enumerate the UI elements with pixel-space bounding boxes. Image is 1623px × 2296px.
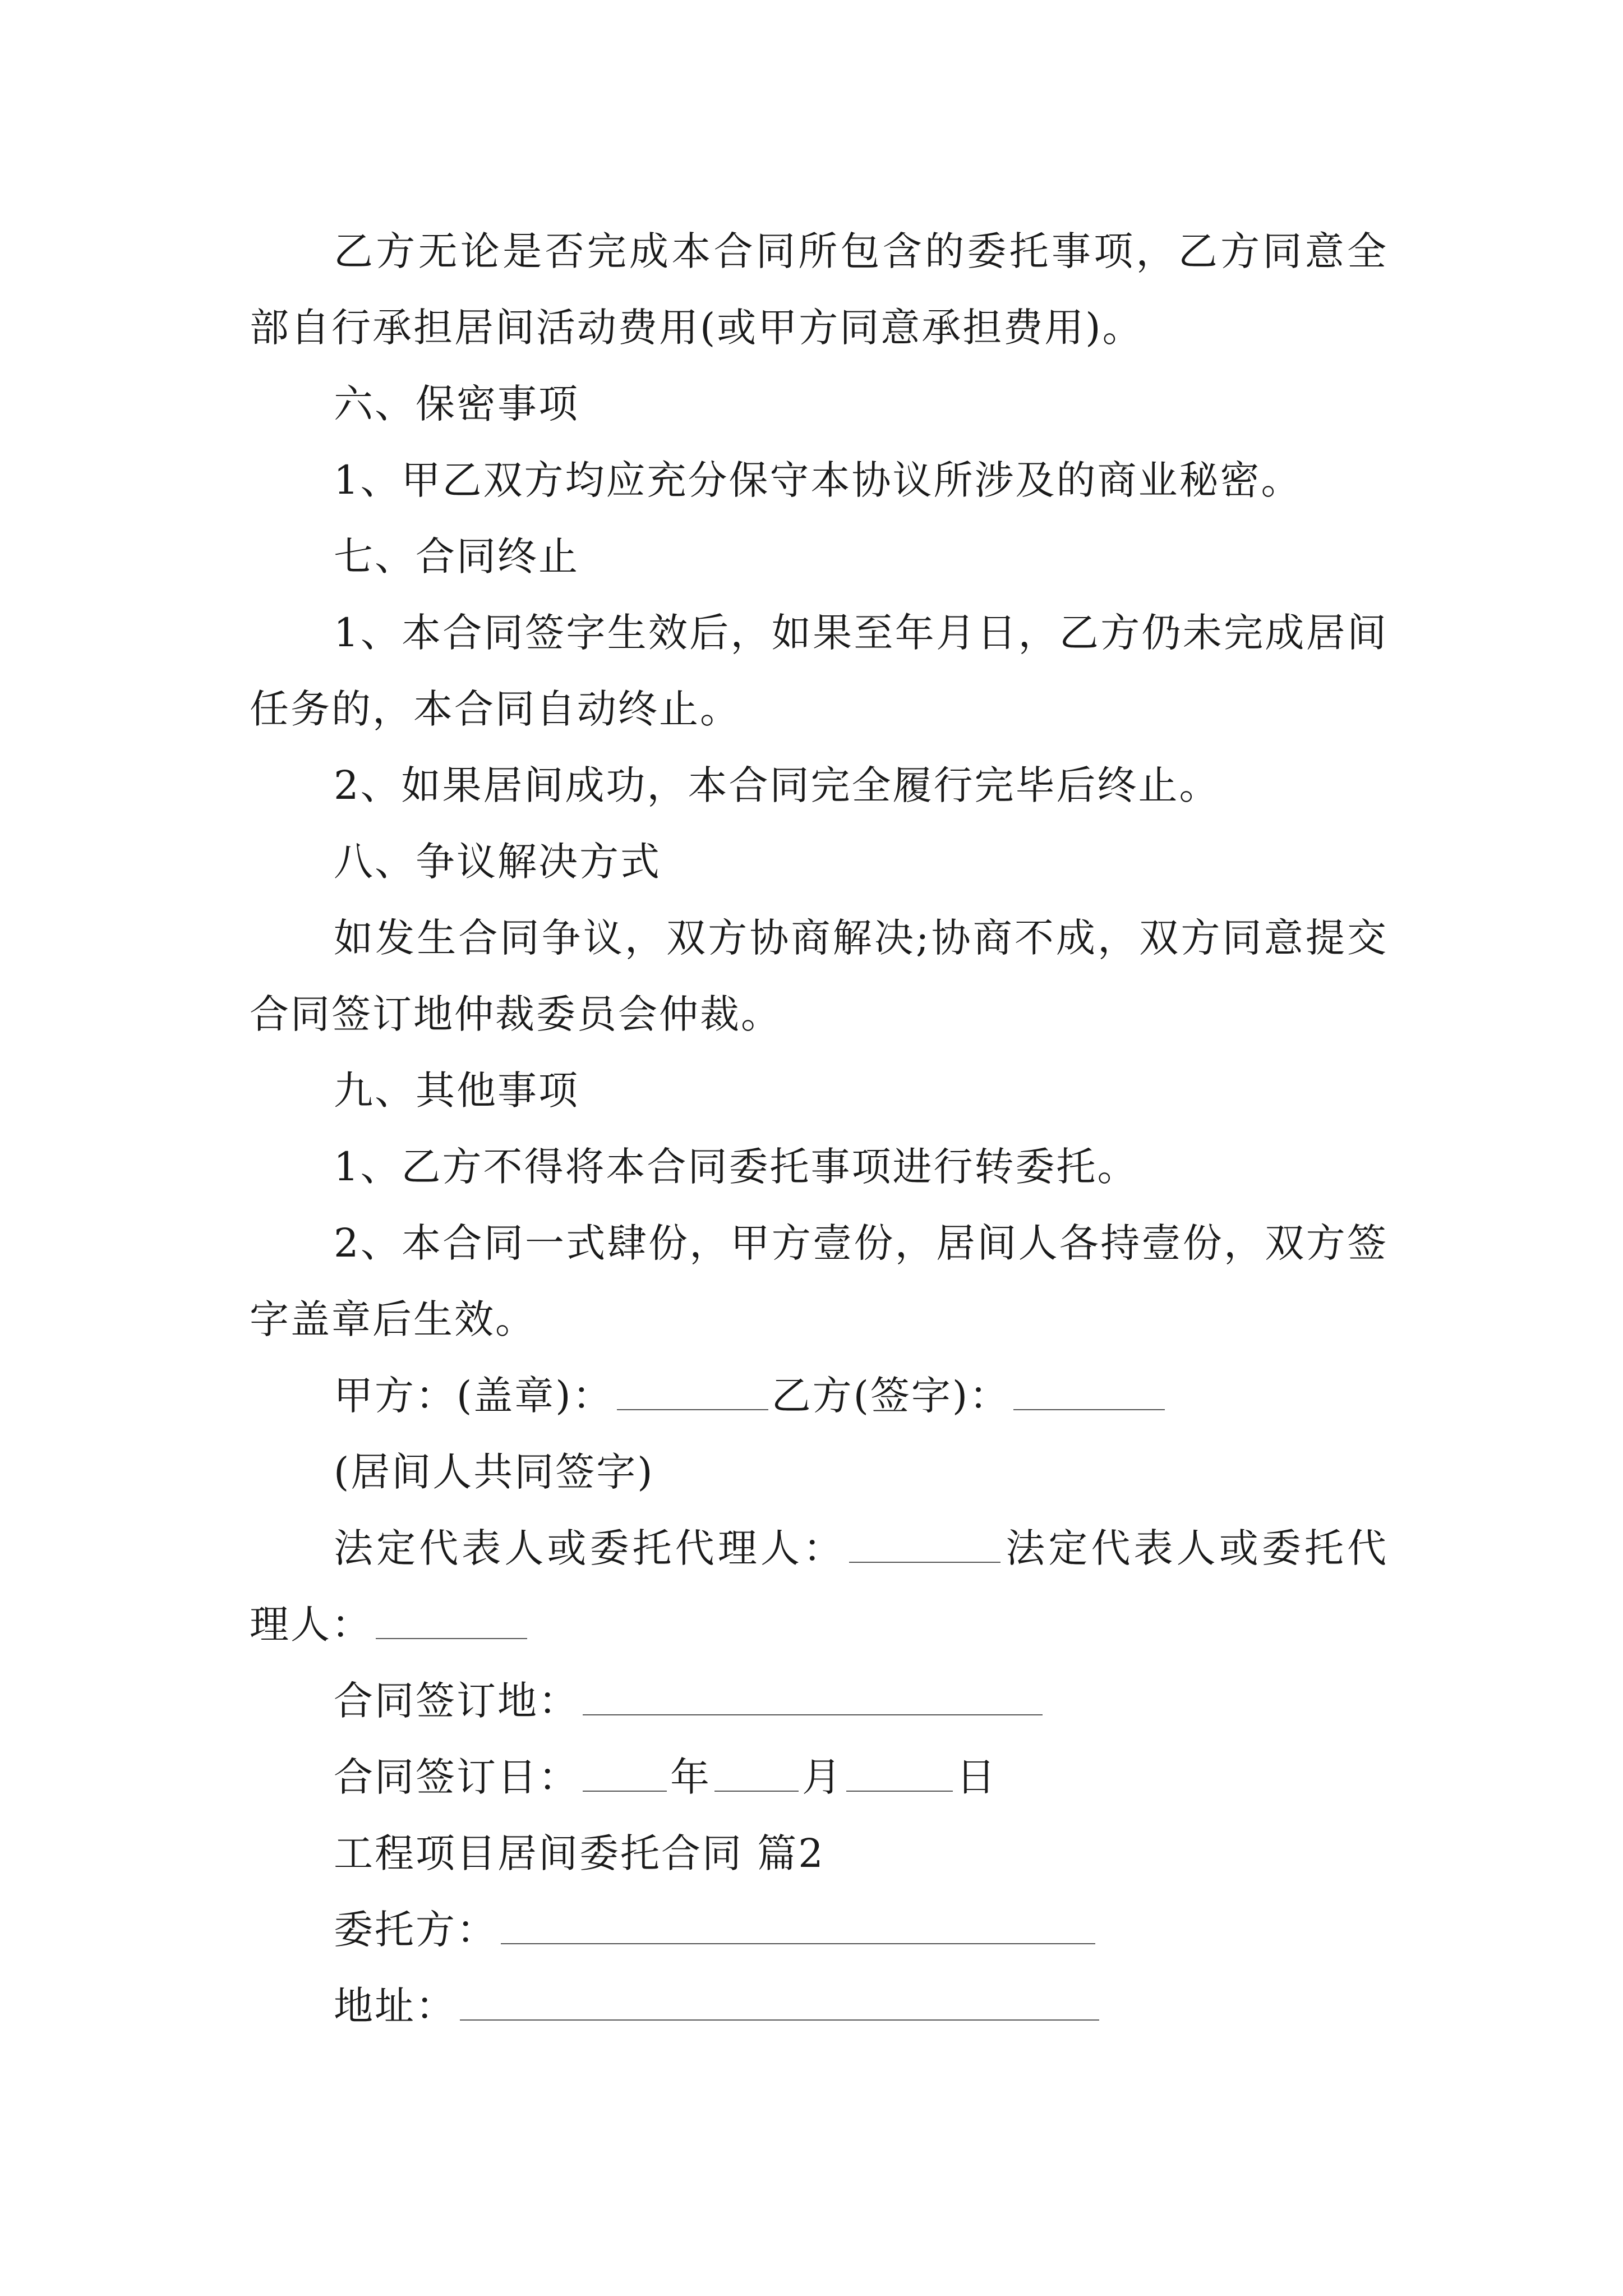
rep-a-label: 法定代表人或委托代理人： xyxy=(334,1525,846,1571)
signature-parties-line xyxy=(250,1358,1388,1434)
month-blank[interactable] xyxy=(714,1757,799,1792)
day-blank[interactable] xyxy=(846,1757,953,1792)
paragraph: 1、本合同签字生效后，如果至年月日，乙方仍未完成居间任务的，本合同自动终止。 xyxy=(250,610,1388,732)
client-label: 委托方： xyxy=(334,1907,497,1953)
document-body xyxy=(250,213,1388,2044)
year-label: 年 xyxy=(670,1754,711,1800)
representative-line xyxy=(250,1510,1388,1663)
section-heading: 六、保密事项 xyxy=(334,381,579,427)
section-heading: 七、合同终止 xyxy=(334,533,579,579)
address-blank[interactable] xyxy=(460,1986,1099,2021)
year-blank[interactable] xyxy=(583,1757,667,1792)
paragraph: 1、乙方不得将本合同委托事项进行转委托。 xyxy=(334,1144,1138,1190)
signing-date-line xyxy=(250,1739,1388,1815)
party-b-label: 乙方(签字)： xyxy=(771,1373,1011,1419)
rep-a-blank[interactable] xyxy=(849,1528,1000,1563)
signing-place-blank[interactable] xyxy=(583,1681,1043,1715)
signing-place-label: 合同签订地： xyxy=(334,1678,579,1724)
signing-date-label: 合同签订日： xyxy=(334,1754,579,1800)
day-label: 日 xyxy=(956,1754,997,1800)
signing-place-line xyxy=(250,1663,1388,1739)
party-b-signature-blank[interactable] xyxy=(1013,1375,1165,1410)
cosign-note: (居间人共同签字) xyxy=(334,1449,654,1495)
party-a-signature-blank[interactable] xyxy=(617,1375,768,1410)
client-line xyxy=(250,1892,1388,1968)
rep-b-blank[interactable] xyxy=(376,1604,527,1639)
section2-title: 工程项目居间委托合同 篇2 xyxy=(334,1830,825,1876)
address-label: 地址： xyxy=(334,1983,457,2029)
paragraph: 2、如果居间成功，本合同完全履行完毕后终止。 xyxy=(334,762,1220,808)
paragraph: 如发生合同争议，双方协商解决;协商不成，双方同意提交合同签订地仲裁委员会仲裁。 xyxy=(250,915,1388,1037)
paragraph: 1、甲乙双方均应充分保守本协议所涉及的商业秘密。 xyxy=(334,457,1302,503)
party-a-label: 甲方：(盖章)： xyxy=(334,1373,614,1419)
client-blank[interactable] xyxy=(501,1910,1095,1944)
paragraph: 乙方无论是否完成本合同所包含的委托事项，乙方同意全部自行承担居间活动费用(或甲方同意承担费用)。 xyxy=(250,228,1388,351)
section-heading: 九、其他事项 xyxy=(334,1068,579,1114)
section-heading: 八、争议解决方式 xyxy=(334,839,661,885)
paragraph: 2、本合同一式肆份，甲方壹份，居间人各持壹份，双方签字盖章后生效。 xyxy=(250,1220,1388,1342)
month-label: 月 xyxy=(802,1754,843,1800)
rep-b-label: 法定代表人或委托代理人： xyxy=(250,1525,1389,1648)
address-line xyxy=(250,1968,1388,2044)
